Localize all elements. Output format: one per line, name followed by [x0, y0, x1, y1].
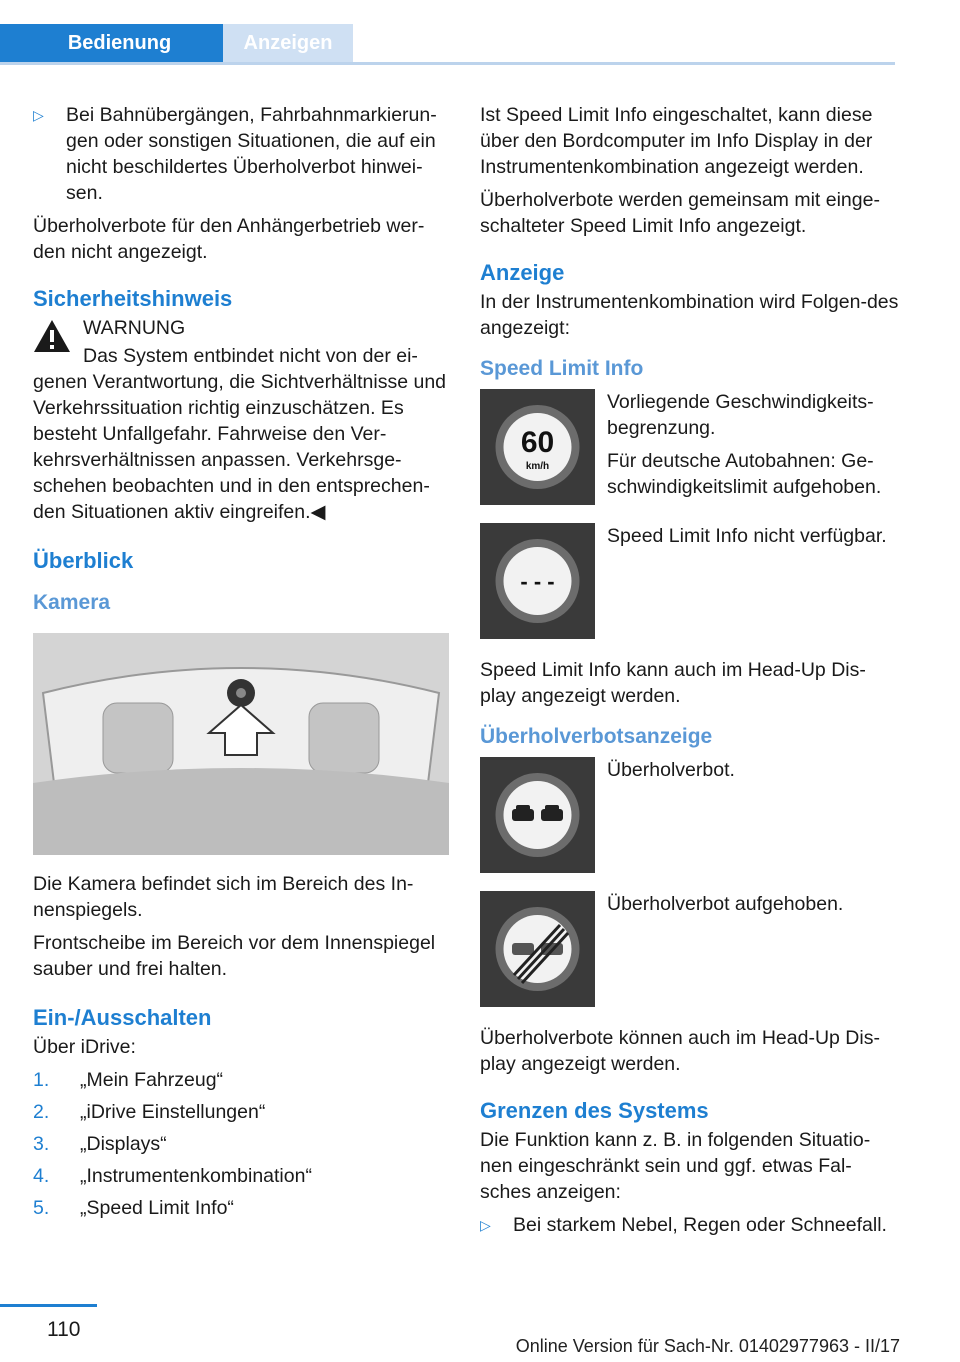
right-column — [480, 102, 900, 1245]
warning-box — [33, 315, 451, 525]
limits-intro: Die Funktion kann z. B. in folgenden Situatio-nen eingeschränkt sein und ggf. etwas Fal-sches anzeigen: — [480, 1129, 871, 1203]
speed-limit-sign-icon — [480, 389, 595, 505]
heading-no-passing: Überholverbotsanzeige — [480, 725, 713, 748]
triangle-bullet-icon: ▷ — [480, 1217, 491, 1233]
step-text: „iDrive Einstellungen“ — [80, 1101, 266, 1123]
display-intro: In der Instrumentenkombination wird Folgen-des angezeigt: — [480, 291, 899, 339]
car-interior-illustration — [33, 633, 449, 855]
header-tabs — [0, 24, 895, 65]
left-column — [33, 102, 451, 1227]
sign-row-no-passing-end — [480, 891, 900, 1007]
step-number: 3. — [33, 1133, 50, 1155]
warning-text: Das System entbindet nicht von der ei-genen Verantwortung, die Sichtverhältnisse und Verkehrssituation richtig einzuschätzen. Es besteht Unfallgefahr. Fahrweise den Ver-kehrsverhältnissen anpassen. Verkehrsge-schehen beobachten und in den entsprechen-den Situationen aktiv eingreifen.◀ — [33, 345, 447, 523]
warning-icon — [33, 319, 71, 353]
sign-description: Für deutsche Autobahnen: Ge-schwindigkeitslimit aufgehoben. — [607, 450, 882, 498]
step-number: 2. — [33, 1101, 50, 1123]
no-passing-end-sign-icon — [480, 891, 595, 1007]
sign-description: Speed Limit Info nicht verfügbar. — [607, 525, 887, 547]
bullet-text: Bei Bahnübergängen, Fahrbahnmarkierun-gen oder sonstigen Situationen, die auf ein nicht beschildertes Überholverbot hinwei-sen. — [66, 104, 437, 204]
footer-divider — [0, 1304, 97, 1307]
list-item — [33, 1131, 451, 1157]
list-item — [33, 1067, 451, 1093]
steps-list — [33, 1067, 451, 1221]
list-item — [33, 1099, 451, 1125]
step-text: „Speed Limit Info“ — [80, 1197, 234, 1219]
step-text: „Mein Fahrzeug“ — [80, 1069, 224, 1091]
speed-value: 60 — [520, 426, 555, 459]
bullet-text: Bei starkem Nebel, Regen oder Schneefall. — [513, 1214, 887, 1236]
heading-speed-limit-info: Speed Limit Info — [480, 357, 644, 380]
step-number: 4. — [33, 1165, 50, 1187]
heading-overview: Überblick — [33, 548, 134, 573]
camera-clean-text: Frontscheibe im Bereich vor dem Innenspiegel sauber und frei halten. — [33, 932, 436, 980]
triangle-bullet-icon: ▷ — [33, 107, 44, 123]
heading-on-off: Ein-/Ausschalten — [33, 1005, 212, 1030]
speed-unit: km/h — [525, 461, 550, 472]
heading-display: Anzeige — [480, 260, 565, 285]
via-idrive-text: Über iDrive: — [33, 1036, 136, 1058]
sign-row-speed-limit — [480, 389, 900, 505]
sign-description: Überholverbot. — [607, 759, 735, 781]
page-number: 110 — [47, 1318, 81, 1341]
step-text: „Displays“ — [80, 1133, 167, 1155]
no-passing-sign-icon — [480, 757, 595, 873]
sign-row-no-info — [480, 523, 900, 639]
list-item — [33, 102, 451, 206]
warning-label: WARNUNG — [83, 317, 186, 339]
unavailable-value: - - - — [520, 569, 555, 594]
paragraph: Überholverbote werden gemeinsam mit einge-schalteter Speed Limit Info angezeigt. — [480, 189, 880, 237]
no-speed-info-sign-icon — [480, 523, 595, 639]
paragraph: Speed Limit Info kann auch im Head-Up Dis-play angezeigt werden. — [480, 659, 866, 707]
list-item — [33, 1195, 451, 1221]
step-number: 5. — [33, 1197, 50, 1219]
list-item — [33, 1163, 451, 1189]
heading-limits: Grenzen des Systems — [480, 1098, 709, 1123]
sign-row-no-passing — [480, 757, 900, 873]
sign-description: Vorliegende Geschwindigkeits-begrenzung. — [607, 391, 874, 439]
list-item — [480, 1212, 900, 1238]
heading-camera: Kamera — [33, 591, 111, 614]
sign-description: Überholverbot aufgehoben. — [607, 893, 844, 915]
step-number: 1. — [33, 1069, 50, 1091]
camera-photo — [33, 633, 449, 855]
paragraph: Überholverbote können auch im Head-Up Dis-play angezeigt werden. — [480, 1027, 880, 1075]
tab-anzeigen[interactable]: Anzeigen — [223, 24, 353, 62]
tab-bedienung[interactable]: Bedienung — [0, 24, 223, 62]
heading-safety: Sicherheitshinweis — [33, 286, 233, 311]
paragraph: Ist Speed Limit Info eingeschaltet, kann diese über den Bordcomputer im Info Display in der Instrumentenkombination angezeigt werden. — [480, 104, 873, 178]
paragraph: Überholverbote für den Anhängerbetrieb wer-den nicht angezeigt. — [33, 215, 425, 263]
step-text: „Instrumentenkombination“ — [80, 1165, 312, 1187]
camera-location-text: Die Kamera befindet sich im Bereich des In-nenspiegels. — [33, 873, 414, 921]
online-version-text: Online Version für Sach-Nr. 01402977963 - II/17 — [515, 1336, 900, 1356]
